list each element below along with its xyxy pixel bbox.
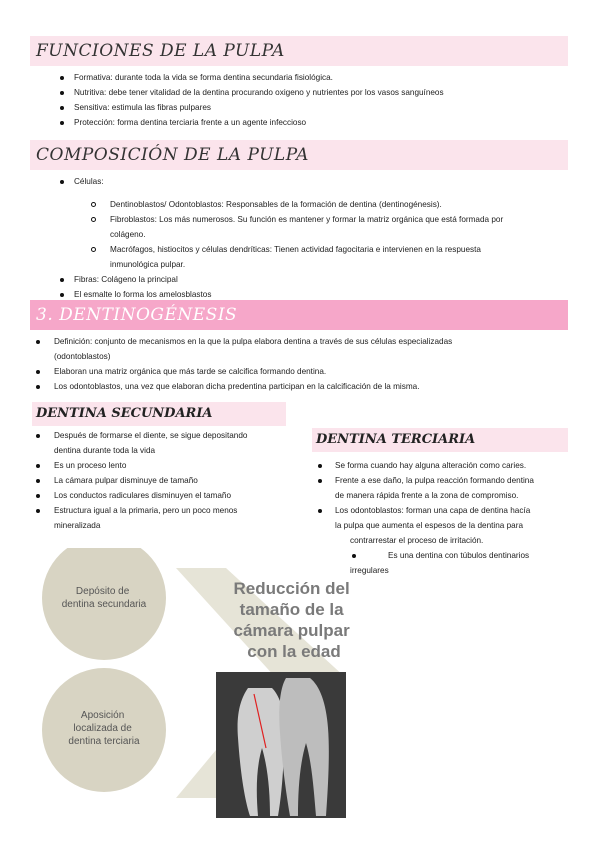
list-item-continuation bbox=[36, 518, 306, 533]
list-item-text: Los conductos radiculares disminuyen el tamaño bbox=[54, 491, 232, 500]
list-item-text: Se forma cuando hay alguna alteración como caries. bbox=[335, 461, 527, 470]
list-item-text: Fibroblastos: Los más numerosos. Su función es mantener y formar la matriz orgánica que está formada por bbox=[110, 215, 504, 224]
list-item bbox=[36, 428, 306, 443]
list-item-text: Nutritiva: debe tener vitalidad de la dentina procurando oxigeno y nutrientes por los vasos sanguíneos bbox=[74, 88, 444, 97]
diagram-caption: Reducción del tamaño de la cámara pulpar con la edad bbox=[233, 579, 350, 661]
list-item bbox=[60, 85, 580, 100]
list-item-text: Definición: conjunto de mecanismos en la que la pulpa elabora dentina a través de sus células especializadas bbox=[54, 337, 453, 346]
list-item-text: de manera rápida frente a la zona de compromiso. bbox=[335, 491, 519, 500]
list-item-text: Protección: forma dentina terciaria frente a un agente infeccioso bbox=[74, 118, 307, 127]
list-item bbox=[318, 473, 586, 488]
section-title-terciaria: DENTINA TERCIARIA bbox=[316, 432, 476, 447]
heading-band-terciaria bbox=[312, 428, 568, 452]
dental-xray-image bbox=[216, 672, 346, 818]
dentinogenesis-list bbox=[36, 334, 586, 394]
funciones-list bbox=[60, 70, 580, 130]
heading-band-funciones bbox=[30, 36, 568, 66]
heading-band-secundaria bbox=[32, 402, 286, 426]
list-item-text: dentina durante toda la vida bbox=[54, 446, 156, 455]
list-item-text: Sensitiva: estimula las fibras pulpares bbox=[74, 103, 211, 112]
list-item bbox=[60, 70, 580, 85]
section-title-funciones: FUNCIONES DE LA PULPA bbox=[36, 41, 285, 61]
list-item bbox=[36, 503, 306, 518]
list-item-continuation bbox=[36, 349, 586, 364]
list-item bbox=[60, 272, 580, 287]
list-item-continuation bbox=[36, 443, 306, 458]
list-item bbox=[36, 379, 586, 394]
list-item bbox=[36, 334, 586, 349]
list-item-text: El esmalte lo forma los amelosblastos bbox=[74, 290, 212, 299]
list-item-text: Dentinoblastos/ Odontoblastos: Responsables de la formación de dentina (dentinogénesis). bbox=[110, 200, 442, 209]
list-item-text: contrarrestar el proceso de irritación. bbox=[350, 536, 484, 545]
celulas-label: Células: bbox=[74, 177, 104, 186]
list-item bbox=[36, 488, 306, 503]
list-item-text: Elaboran una matriz orgánica que más tarde se calcifica formando dentina. bbox=[54, 367, 327, 376]
list-item-text: Después de formarse el diente, se sigue depositando bbox=[54, 431, 248, 440]
heading-band-dentinogenesis bbox=[30, 300, 568, 330]
list-item bbox=[60, 174, 580, 189]
list-item-text: la pulpa que aumenta el espesos de la dentina para bbox=[335, 521, 523, 530]
list-item-text: Fibras: Colágeno la principal bbox=[74, 275, 178, 284]
section-title-composicion: COMPOSICIÓN DE LA PULPA bbox=[36, 145, 309, 165]
list-item-text: inmunológica pulpar. bbox=[110, 260, 186, 269]
list-item-text: mineralizada bbox=[54, 521, 101, 530]
list-item-text: Los odontoblastos, una vez que elaboran dicha predentina participan en la calcificación de la misma. bbox=[54, 382, 420, 391]
list-item-text: Es una dentina con túbulos dentinarios bbox=[388, 551, 530, 560]
circle-top-text: Depósito de dentina secundaria bbox=[61, 586, 147, 610]
list-item bbox=[60, 197, 580, 212]
list-item-continuation bbox=[318, 488, 586, 503]
list-item bbox=[36, 364, 586, 379]
list-item bbox=[60, 242, 580, 257]
list-item-text: colágeno. bbox=[110, 230, 146, 239]
list-item-text: Los odontoblastos: forman una capa de dentina hacía bbox=[335, 506, 531, 515]
dentin-diagram bbox=[36, 548, 366, 818]
list-item bbox=[318, 503, 586, 518]
list-item-text: irregulares bbox=[350, 566, 389, 575]
list-item-continuation bbox=[318, 533, 586, 548]
list-item-text: Formativa: durante toda la vida se forma dentina secundaria fisiológica. bbox=[74, 73, 333, 82]
section-title-dentinogenesis: 3. DENTINOGÉNESIS bbox=[36, 305, 238, 325]
composicion-list bbox=[60, 174, 580, 302]
list-item-continuation bbox=[318, 518, 586, 533]
list-item bbox=[36, 473, 306, 488]
secundaria-list bbox=[36, 428, 306, 533]
list-item bbox=[60, 212, 580, 227]
list-item-continuation bbox=[60, 257, 580, 272]
heading-band-composicion bbox=[30, 140, 568, 170]
list-item-continuation bbox=[60, 227, 580, 242]
list-item-text: Frente a ese daño, la pulpa reacción formando dentina bbox=[335, 476, 534, 485]
list-item-text: Macrófagos, histiocitos y células dendríticas: Tienen actividad fagocitaria e intervienen en la respuesta bbox=[110, 245, 481, 254]
list-item-text: (odontoblastos) bbox=[54, 352, 111, 361]
list-item-text: Estructura igual a la primaria, pero un poco menos bbox=[54, 506, 238, 515]
list-item bbox=[318, 458, 586, 473]
list-item bbox=[60, 115, 580, 130]
list-item bbox=[36, 458, 306, 473]
section-title-secundaria: DENTINA SECUNDARIA bbox=[36, 406, 213, 421]
circle-bottom-text: Aposición localizada de dentina terciaria bbox=[68, 710, 140, 747]
list-item-text: La cámara pulpar disminuye de tamaño bbox=[54, 476, 198, 485]
list-item bbox=[60, 100, 580, 115]
list-item-text: Es un proceso lento bbox=[54, 461, 127, 470]
